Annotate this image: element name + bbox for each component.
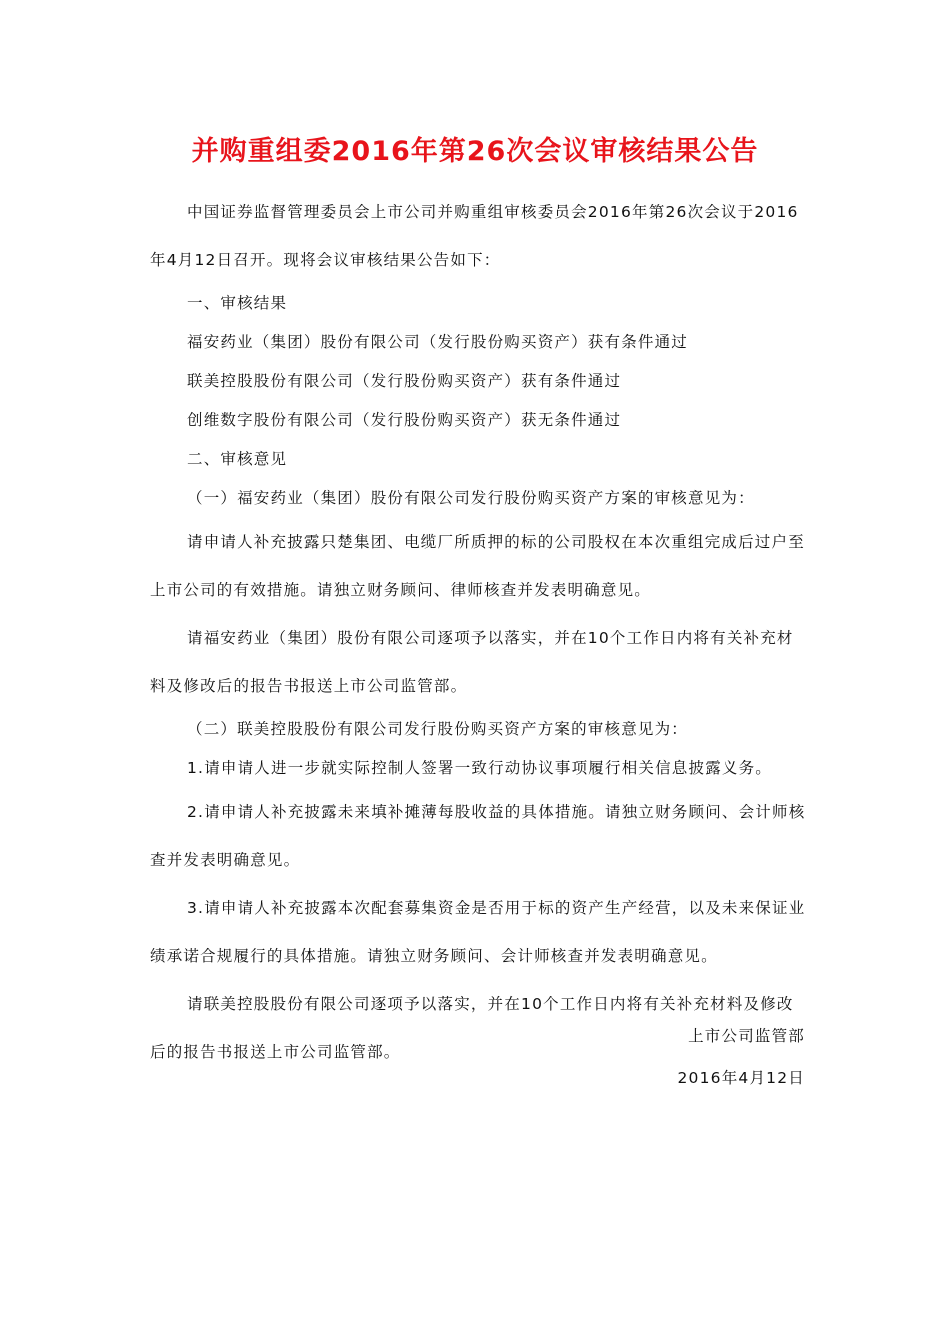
opinion-paragraph: 请联美控股股份有限公司逐项予以落实，并在10个工作日内将有关补充材料及修改后的报告书报送上市公司监管部。 bbox=[150, 995, 794, 1061]
intro-paragraph: 中国证券监督管理委员会上市公司并购重组审核委员会2016年第26次会议于2016年4月12日召开。现将会议审核结果公告如下： bbox=[150, 203, 799, 269]
signoff-date: 2016年4月12日 bbox=[677, 1069, 805, 1087]
section-heading-opinions: 二、审核意见 bbox=[187, 450, 288, 468]
opinion-subheading: （一）福安药业（集团）股份有限公司发行股份购买资产方案的审核意见为： bbox=[187, 489, 755, 507]
opinion-item: 3.请申请人补充披露本次配套募集资金是否用于标的资产生产经营，以及未来保证业绩承诺合规履行的具体措施。请独立财务顾问、会计师核查并发表明确意见。 bbox=[150, 899, 806, 965]
document-title: 并购重组委2016年第26次会议审核结果公告 bbox=[191, 136, 759, 167]
opinion-paragraph: 请申请人补充披露只楚集团、电缆厂所质押的标的公司股权在本次重组完成后过户至上市公司的有效措施。请独立财务顾问、律师核查并发表明确意见。 bbox=[150, 533, 805, 599]
opinion-item: 1.请申请人进一步就实际控制人签署一致行动协议事项履行相关信息披露义务。 bbox=[187, 759, 772, 777]
signoff-block bbox=[677, 1015, 805, 1099]
result-item: 福安药业（集团）股份有限公司（发行股份购买资产）获有条件通过 bbox=[187, 333, 689, 351]
document-body bbox=[150, 188, 806, 1076]
opinion-paragraph: 请福安药业（集团）股份有限公司逐项予以落实，并在10个工作日内将有关补充材料及修改后的报告书报送上市公司监管部。 bbox=[150, 629, 794, 695]
result-item: 创维数字股份有限公司（发行股份购买资产）获无条件通过 bbox=[187, 411, 622, 429]
opinion-subheading: （二）联美控股股份有限公司发行股份购买资产方案的审核意见为： bbox=[187, 720, 689, 738]
opinion-item: 2.请申请人补充披露未来填补摊薄每股收益的具体措施。请独立财务顾问、会计师核查并发表明确意见。 bbox=[150, 803, 806, 869]
signoff-department: 上市公司监管部 bbox=[688, 1027, 805, 1045]
result-item: 联美控股股份有限公司（发行股份购买资产）获有条件通过 bbox=[187, 372, 622, 390]
section-heading-results: 一、审核结果 bbox=[187, 294, 288, 312]
